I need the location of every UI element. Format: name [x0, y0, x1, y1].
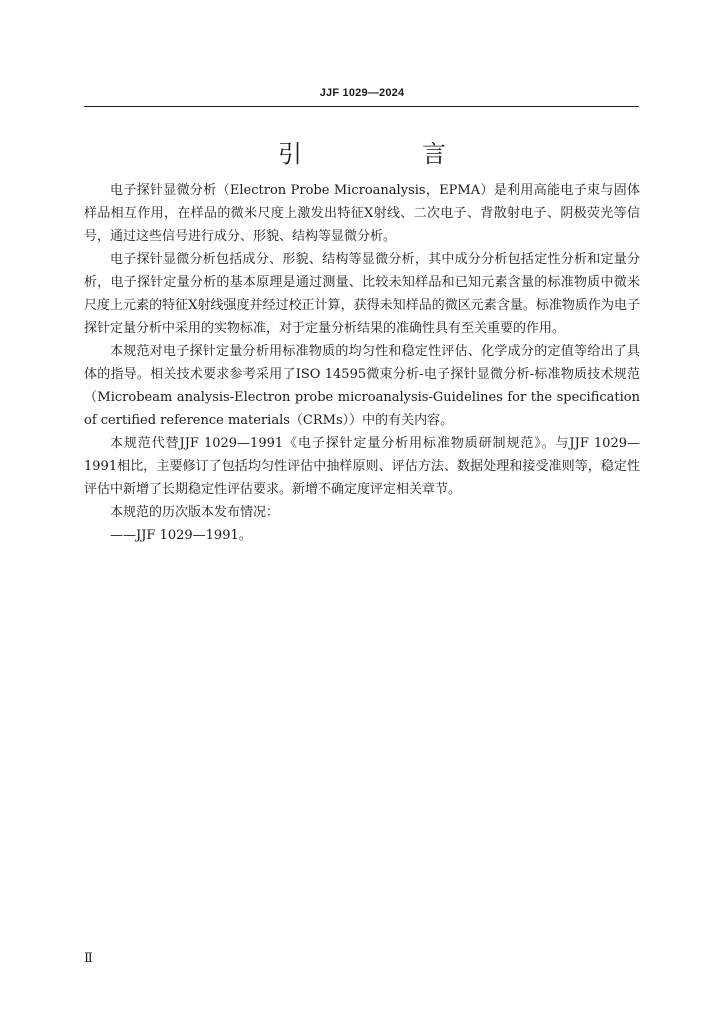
page-number: Ⅱ — [84, 951, 93, 966]
paragraph-version-history-item: ——JJF 1029—1991。 — [110, 528, 252, 543]
paragraph-quantitative-analysis: 电子探针显微分析包括成分、形貌、结构等显微分析，其中成分分析包括定性分析和定量分析，电子探针定量分析的基本原理是通过测量、比较未知样品和已知元素含量的标准物质中微米尺度上元素的特征X射线强度并经过校正计算，获得未知样品的微区元素含量。标准物质作为电子探针定量分析中采用的实物标准，对于定量分析结果的准确性具有至关重要的作用。 — [84, 252, 640, 336]
header-divider — [84, 106, 639, 107]
paragraph-revision-notes: 本规范代替JJF 1029—1991《电子探针定量分析用标准物质研制规范》。与JJF 1029—1991相比，主要修订了包括均匀性评估中抽样原则、评估方法、数据处理和接受准则等，稳定性评估中新增了长期稳定性评估要求。新增不确定度评定相关章节。 — [84, 436, 640, 497]
paragraph-version-history-heading: 本规范的历次版本发布情况： — [110, 505, 280, 520]
body-text — [84, 179, 640, 547]
document-code-header: JJF 1029—2024 — [319, 87, 405, 99]
section-title: 引 言 — [278, 140, 494, 168]
paragraph-scope-guidance: 本规范对电子探针定量分析用标准物质的均匀性和稳定性评估、化学成分的定值等给出了具体的指导。相关技术要求参考采用了ISO 14595微束分析-电子探针显微分析-标准物质技术规范（Microbeam analysis-Electron probe microanalysis-Guidelines for the specification of certified reference materials（CRMs））中的有关内容。 — [84, 344, 640, 428]
paragraph-epma-definition: 电子探针显微分析（Electron Probe Microanalysis，EPMA）是利用高能电子束与固体样品相互作用，在样品的微米尺度上激发出特征X射线、二次电子、背散射电子、阴极荧光等信号，通过这些信号进行成分、形貌、结构等显微分析。 — [84, 183, 640, 244]
